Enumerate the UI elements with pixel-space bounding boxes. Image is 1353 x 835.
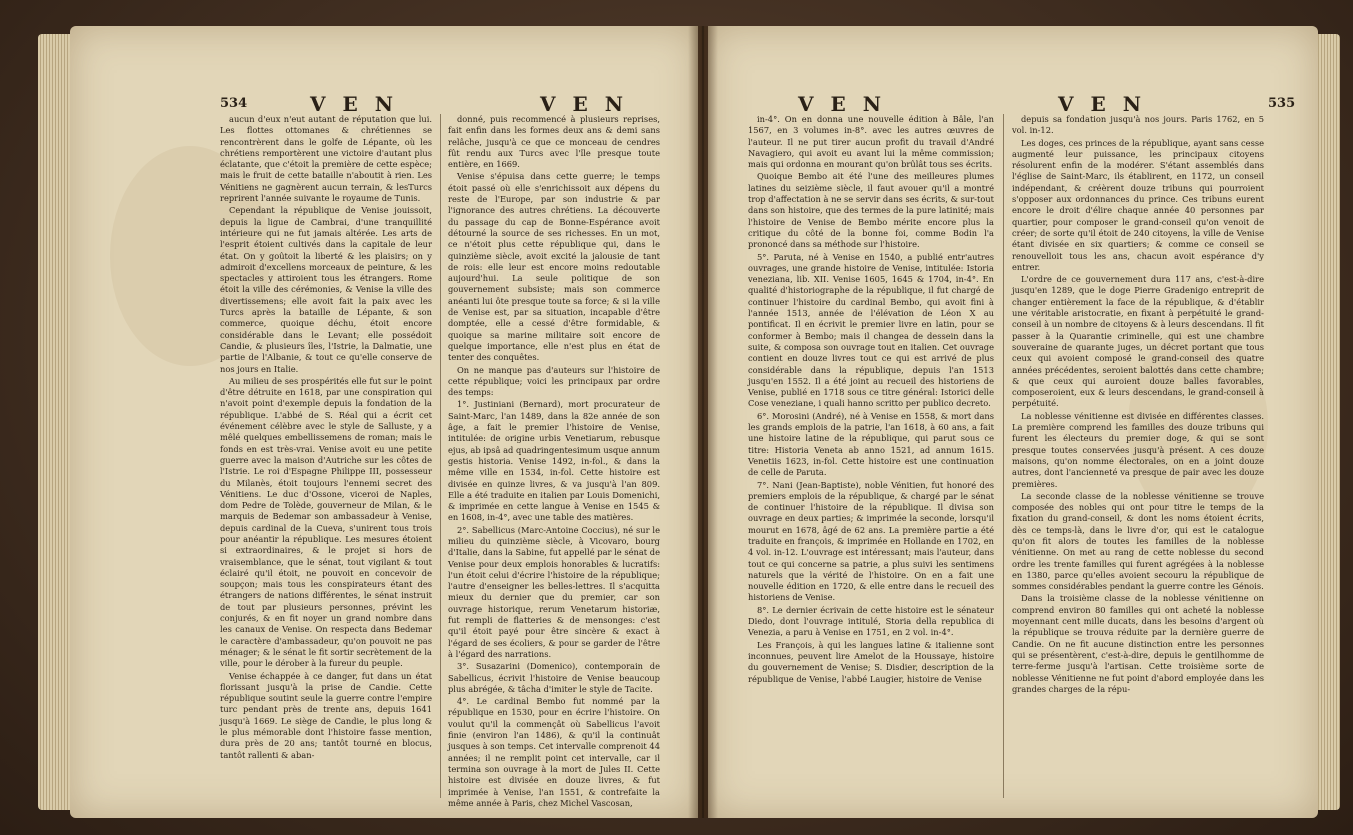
paragraph: 7°. Nani (Jean-Baptiste), noble Vénitien, fut honoré des premiers emplois de la république, & chargé par le sénat de continuer l'histoire de la république. Il divisa son ouvrage en deux parties; & imprimée la seconde, lorsqu'il mourut en 1678, âgé de 62 ans. La première partie a été traduite en françois, & imprimée en Hollande en 1702, en 4 vol. in-12. L'ouvrage est intéressant; mais l'auteur, dans tout ce qui concerne sa patrie, a plus suivi les sentimens naturels que la vérité de l'histoire. On en a fait une nouvelle édition en 1720, & elle entre dans le recueil des historiens de Venise. bbox=[748, 479, 994, 603]
paragraph: La seconde classe de la noblesse vénitienne se trouve composée des nobles qui ont pour titre le temps de la fixation du grand-conseil, & dont les noms étoient écrits, dès ce temps-là, dans le livre d'or, qui est le catalogue qu'on fit alors de toutes les familles de la noblesse vénitienne. On met au rang de cette noblesse du second ordre les trente familles qui furent agrégées à la noblesse en 1380, parce qu'elles avoient secouru la république de sommes considérables pendant la guerre contre les Génois. bbox=[1012, 490, 1264, 592]
right-page bbox=[708, 26, 1318, 818]
right-column-1 bbox=[748, 114, 994, 798]
paragraph: in-4°. On en donna une nouvelle édition à Bâle, l'an 1567, en 3 volumes in-8°. avec les autres œuvres de l'auteur. Il ne put tirer aucun profit du travail d'André Navagiero, qui avoit eu avant lui la même commission; mais qui ordonna en mourant qu'on brûlât tous ses écrits. bbox=[748, 114, 994, 170]
left-page bbox=[70, 26, 698, 818]
page-edges-right bbox=[1316, 34, 1340, 810]
paragraph: 6°. Morosini (André), né à Venise en 1558, & mort dans les grands emplois de la patrie, l'an 1618, à 60 ans, a fait une histoire latine de la république, qui parut sous ce titre: Historia Veneta ab anno 1521, ad annum 1615. Venetiis 1623, in-fol. Cette histoire est une continuation de celle de Paruta. bbox=[748, 410, 994, 478]
paragraph: donné, puis recommencé à plusieurs reprises, fait enfin dans les formes deux ans & demi sans relâche, jusqu'à ce que ce monceau de cendres fût rendu aux Turcs avec l'île presque toute entière, en 1669. bbox=[448, 114, 660, 170]
paragraph: 1°. Justiniani (Bernard), mort procurateur de Saint-Marc, l'an 1489, dans la 82e année de son âge, a fait le premier l'histoire de Venise, intitulée: de origine urbis Venetiarum, rebusque ejus, ab ipsâ ad quadringentesimum usque annum gestis historia. Venise 1492, in-fol., & dans la même ville en 1534, in-fol. Cette histoire est divisée en quinze livres, & va jusqu'à l'an 809. Elle a été traduite en italien par Louis Domenichi, & imprimée en cette langue à Venise en 1545 & en 1608, in-4°, avec une table des matières. bbox=[448, 399, 660, 523]
right-column-2 bbox=[1012, 114, 1264, 798]
column-rule bbox=[440, 114, 441, 798]
right-columns bbox=[748, 114, 1268, 798]
book-gutter bbox=[688, 26, 718, 818]
left-column-2 bbox=[448, 114, 660, 808]
paragraph: On ne manque pas d'auteurs sur l'histoire de cette république; voici les principaux par ordre des temps: bbox=[448, 364, 660, 398]
paragraph: Cependant la république de Venise jouissoit, depuis la ligue de Cambrai, d'une tranquillité intérieure qui ne fut jamais altérée. Les arts de l'esprit étoient cultivés dans la capitale de leur état. On y goûtoit la liberté & les plaisirs; on y admiroit d'excellens morceaux de peinture, & les spectacles y attiroient tous les étrangers. Rome étoit la ville des cérémonies, & Venise la ville des divertissemens; elle avoit fait la paix avec les Turcs après la bataille de Lépante, & son commerce, quoique déchu, étoit encore considérable dans le Levant; elle possédoit Candie, & plusieurs îles, l'Istrie, la Dalmatie, une partie de l'Albanie, & tout ce qu'elle conserve de nos jours en Italie. bbox=[220, 205, 432, 374]
paragraph: Venise échappée à ce danger, fut dans un état florissant jusqu'à la prise de Candie. Cette république soutint seule la guerre contre l'empire turc pendant près de trente ans, depuis 1641 jusqu'à 1669. Le siège de Candie, le plus long & le plus mémorable dont l'histoire fasse mention, dura près de 20 ans; tantôt tourné en blocus, tantôt rallenti & aban- bbox=[220, 670, 432, 760]
paragraph: aucun d'eux n'eut autant de réputation que lui. Les flottes ottomanes & chrétiennes se rencontrèrent dans le golfe de Lépante, où les chrétiens remportèrent une victoire d'autant plus éclatante, que c'étoit la première de cette espèce; mais le fruit de cette bataille n'aboutit à rien. Les Vénitiens ne gagnèrent aucun terrain, & lesTurcs reprirent l'année suivante le royaume de Tunis. bbox=[220, 114, 432, 204]
paragraph: depuis sa fondation jusqu'à nos jours. Paris 1762, en 5 vol. in-12. bbox=[1012, 114, 1264, 136]
paragraph: Les doges, ces princes de la république, ayant sans cesse augmenté leur puissance, les principaux citoyens résolurent enfin de la modérer. S'étant assemblés dans l'église de Saint-Marc, ils établirent, en 1172, un conseil indépendant, & créèrent douze tribuns qui pourroient s'opposer aux ordonnances du prince. Ces tribuns eurent encore le droit d'élire chaque année 40 personnes par quartier, pour composer le grand-conseil qu'on venoit de créer; de sorte qu'il étoit de 240 citoyens, la ville de Venise étant divisée en six quartiers; & comme ce conseil se renouvelloit tous les ans, chacun avoit espérance d'y entrer. bbox=[1012, 137, 1264, 272]
paragraph: 8°. Le dernier écrivain de cette histoire est le sénateur Diedo, dont l'ouvrage intitulé, Storia della republica di Venezia, a paru à Venise en 1751, en 2 vol. in-4°. bbox=[748, 604, 994, 638]
left-running-head bbox=[70, 74, 698, 116]
page-edges-left bbox=[38, 34, 72, 810]
left-head-title-b: V E N bbox=[540, 92, 628, 116]
paragraph: Venise s'épuisa dans cette guerre; le temps étoit passé où elle s'enrichissoit aux dépens du reste de l'Europe, par son industrie & par l'ignorance des autres chrétiens. La découverte du passage du cap de Bonne-Espérance avoit détourné la source de ses richesses. En un mot, ce n'étoit plus cette république qui, dans le quinzième siècle, avoit excité la jalousie de tant de rois: elle leur est encore moins redoutable aujourd'hui. La seule politique de son gouvernement subsiste; mais son commerce anéanti lui ôte presque toute sa force; & si la ville de Venise est, par sa situation, incapable d'être domptée, elle a cessé d'être formidable, & quoique sa marine militaire soit encore de quelque importance, elle n'est plus en état de tenter des conquêtes. bbox=[448, 171, 660, 363]
right-page-number: 535 bbox=[1268, 96, 1296, 111]
left-column-1 bbox=[220, 114, 432, 798]
paragraph: Au milieu de ses prospérités elle fut sur le point d'être détruite en 1618, par une conspiration qui n'avoit point d'exemple depuis la fondation de la république. L'abbé de S. Réal qui a écrit cet événement célèbre avec le style de Salluste, y a mêlé quelques embellissemens de roman; mais le fonds en est très-vrai. Venise avoit eu une petite guerre avec la maison d'Autriche sur les côtes de l'Istrie. Le roi d'Espagne Philippe III, possesseur du Milanès, étoit toujours l'ennemi secret des Vénitiens. Le duc d'Ossone, viceroi de Naples, dom Pedre de Tolède, gouverneur de Milan, & le marquis de Bedemar son ambassadeur à Venise, depuis cardinal de la Cueva, s'unirent tous trois pour anéantir la république. Les mesures étoient si extraordinaires, & le projet si hors de vraisemblance, que le sénat, tout vigilant & tout éclairé qu'il étoit, ne pouvoit en concevoir de soupçon; mais tous les conspirateurs étant des étrangers de nations différentes, le sénat instruit de tout par plusieurs personnes, prévint les conjurés, & en fit noyer un grand nombre dans les canaux de Venise. On respecta dans Bedemar le caractère d'ambassadeur, qu'on pouvoit ne pas ménager; & le sénat le fit sortir secrètement de la ville, pour le dérober à la fureur du peuple. bbox=[220, 375, 432, 669]
left-page-number: 534 bbox=[220, 96, 248, 111]
right-head-title-a: V E N bbox=[798, 92, 886, 116]
paragraph: Dans la troisième classe de la noblesse vénitienne on comprend environ 80 familles qui ont acheté la noblesse moyennant cent mille ducats, dans les besoins d'argent où la république se trouva réduite par la dernière guerre de Candie. On ne fit aucune distinction entre les personnes qui se présentèrent, c'est-à-dire, depuis le gentilhomme de terre-ferme jusqu'à l'artisan. Cette troisième sorte de noblesse Vénitienne ne fut point d'abord employée dans les grandes charges de la répu- bbox=[1012, 593, 1264, 694]
paragraph: Les François, à qui les langues latine & italienne sont inconnues, peuvent lire Amelot de la Houssaye, histoire du gouvernement de Venise; S. Disdier, description de la république de Venise, l'abbé Laugier, histoire de Venise bbox=[748, 639, 994, 684]
paragraph: 4°. Le cardinal Bembo fut nommé par la république en 1530, pour en écrire l'histoire. On voulut qu'il la commençât où Sabellicus l'avoit finie (environ l'an 1486), & qu'il la continuât jusques à son temps. Cet intervalle comprenoit 44 années; il ne remplit point cet intervalle, car il termina son ouvrage à la mort de Jules II. Cette histoire est divisée en douze livres, & fut imprimée à Venise, l'an 1551, & contrefaite la même année à Paris, chez Michel Vascosan, bbox=[448, 696, 660, 808]
column-rule bbox=[1003, 114, 1004, 798]
paragraph: Quoique Bembo ait été l'une des meilleures plumes latines du seizième siècle, il faut avouer qu'il a montré trop d'affectation à ne se servir dans ses écrits, & sur-tout dans son histoire, que des termes de la pure latinité; mais l'histoire de Venise de Bembo mérite encore plus la critique du côté de la bonne foi, comme Bodin l'a prononcé dans sa méthode sur l'histoire. bbox=[748, 171, 994, 250]
paragraph: L'ordre de ce gouvernement dura 117 ans, c'est-à-dire jusqu'en 1289, que le doge Pierre Gradenigo entreprit de changer entièrement la face de la république, & d'établir une véritable aristocratie, en fixant à perpétuité le grand-conseil à un nombre de citoyens & à leurs descendans. Il fit passer à la Quarantie criminelle, qui est une chambre souveraine de quarante juges, un décret portant que tous ceux qui avoient composé le grand-conseil des quatre années précédentes, seroient balottés dans cette chambre; & que ceux qui auroient douze balles favorables, composeroient, eux & leurs descendans, le grand-conseil à perpétuité. bbox=[1012, 274, 1264, 409]
left-columns bbox=[220, 114, 670, 808]
left-head-title-a: V E N bbox=[310, 92, 398, 116]
paragraph: 2°. Sabellicus (Marc-Antoine Coccius), né sur le milieu du quinzième siècle, à Vicovaro, bourg d'Italie, dans la Sabine, fut appellé par le sénat de Venise pour deux emplois honorables & lucratifs: l'un étoit celui d'écrire l'histoire de la république; l'autre d'enseigner les belles-lettres. Il s'acquitta mieux du dernier que du premier, car son ouvrage historique, rerum Venetarum historiæ, fut rempli de flatteries & de mensonges: c'est qu'il étoit payé pour être sincère & exact à l'égard de ses écoliers, & pour se garder de l'être à l'égard des narrations. bbox=[448, 524, 660, 659]
right-head-title-b: V E N bbox=[1058, 92, 1146, 116]
right-running-head bbox=[708, 74, 1318, 116]
paragraph: 5°. Paruta, né à Venise en 1540, a publié entr'autres ouvrages, une grande histoire de Venise, intitulée: Istoria veneziana, lib. XII. Venise 1605, 1645 & 1704, in-4°. En qualité d'historiographe de la république, il fut chargé de continuer l'histoire du cardinal Bembo, qui avoit fini à l'année 1513, année de l'élévation de Léon X au pontificat. Il en écrivit le premier livre en latin, pour se conformer à Bembo; mais il changea de dessein dans la suite, & composa son ouvrage tout en italien. Cet ouvrage contient en douze livres tout ce qui est arrivé de plus considérable dans la république, depuis l'an 1513 jusqu'en 1552. Il a été joint au recueil des historiens de Venise, publié en 1718 sous ce titre général: Istorici delle Cose veneziane, i quali hanno scritto per publico decreto. bbox=[748, 251, 994, 409]
paragraph: La noblesse vénitienne est divisée en différentes classes. La première comprend les familles des douze tribuns qui furent les électeurs du premier doge, & qui se sont presque toutes conservées jusqu'à présent. A ces douze maisons, qu'on nomme électorales, on en a joint douze autres, dont l'ancienneté va presque de pair avec les douze premières. bbox=[1012, 410, 1264, 489]
paragraph: 3°. Susazarini (Domenico), contemporain de Sabellicus, écrivit l'histoire de Venise beaucoup plus abrégée, & tâcha d'imiter le style de Tacite. bbox=[448, 661, 660, 694]
